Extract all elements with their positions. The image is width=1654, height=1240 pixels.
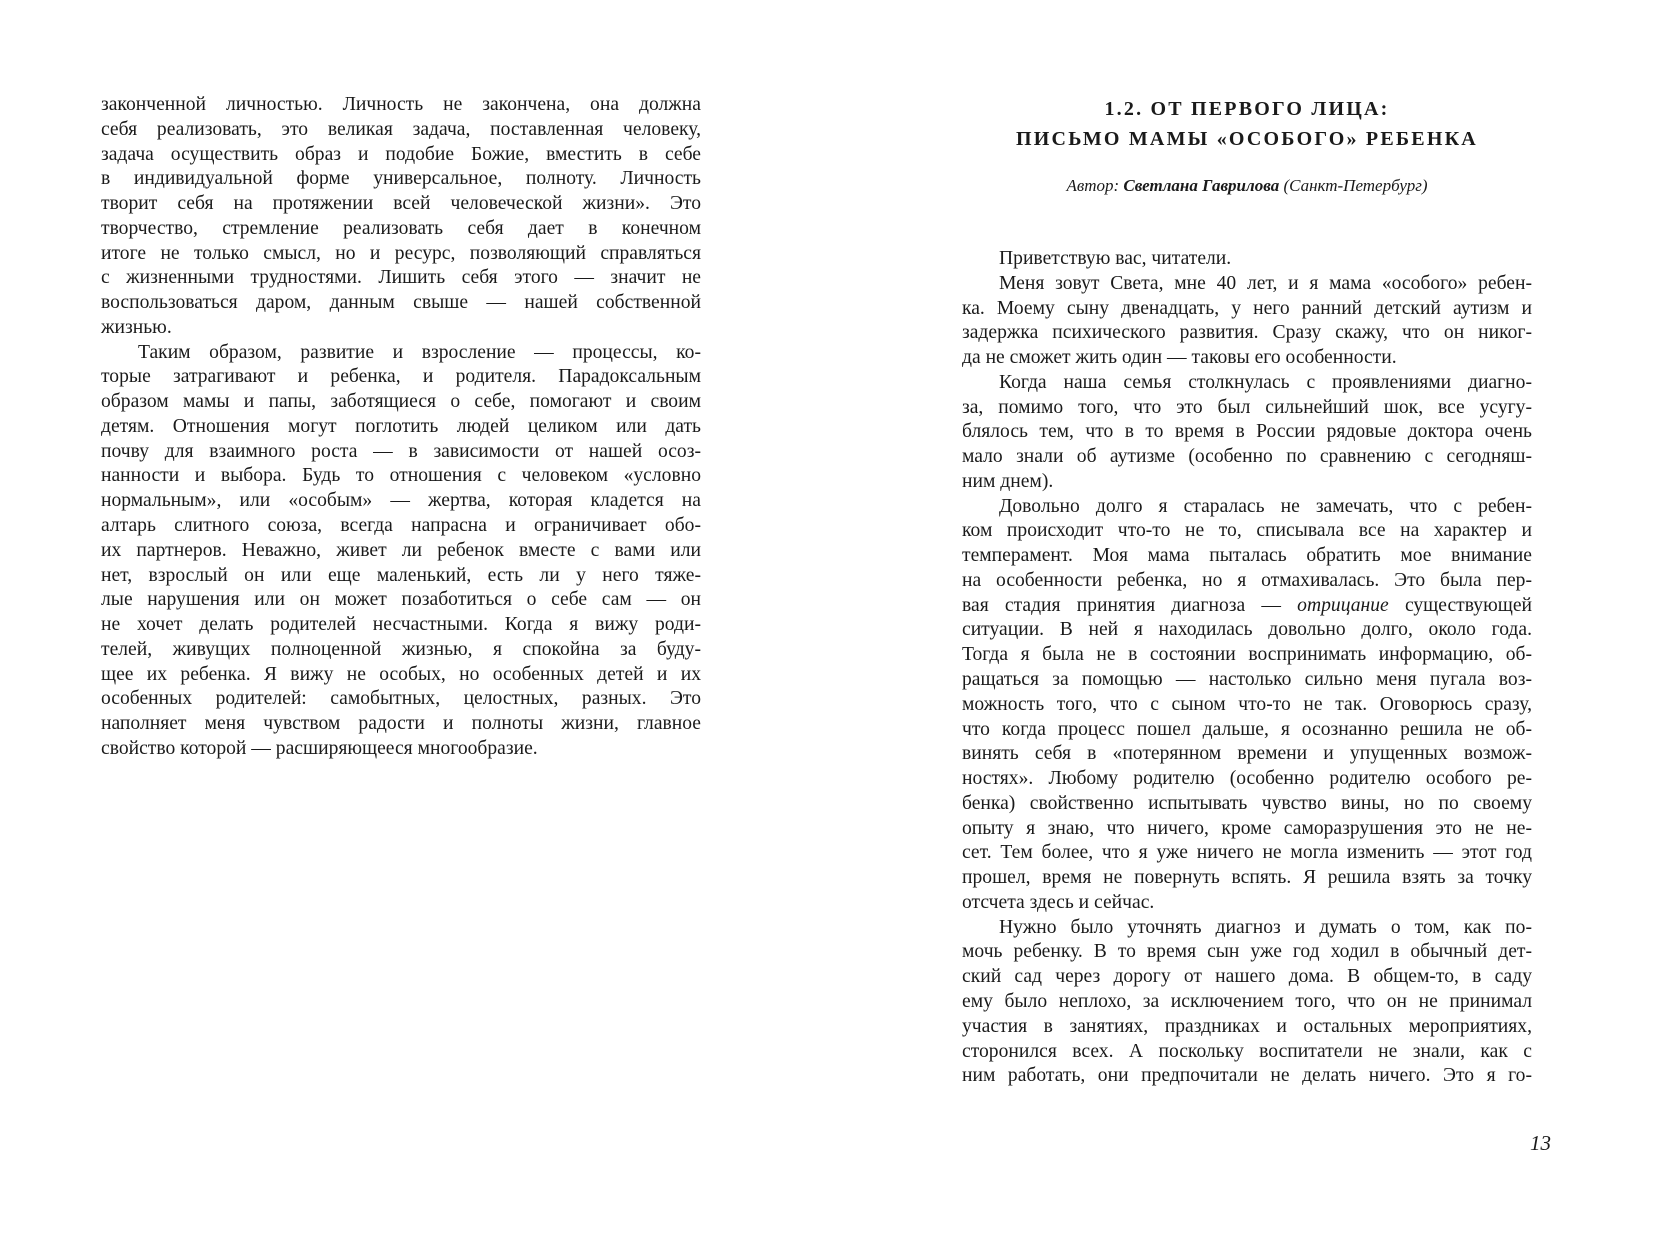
text-line: Довольно долго я старалась не замечать, что с ребен- <box>999 495 1532 517</box>
text-line: их партнеров. Неважно, живет ли ребенок вместе с вами или <box>101 539 701 561</box>
text-line: ситуации. В ней я находилась довольно долго, около года. <box>962 619 1532 641</box>
text-line: почву для взаимного роста — в зависимости от нашей осоз- <box>101 440 701 462</box>
text-line: детям. Отношения могут поглотить людей целиком или дать <box>101 415 701 437</box>
text-line: себя реализовать, это великая задача, поставленная человеку, <box>101 118 701 140</box>
text-line: что когда процесс пошел дальше, я осознанно решила не об- <box>962 718 1532 740</box>
text-line: Когда наша семья столкнулась с проявлениями диагно- <box>999 371 1532 393</box>
text-line: телей, живущих полноценной жизнью, я спокойна за буду- <box>101 638 701 660</box>
text-line: ский сад через дорогу от нашего дома. В общем-то, в саду <box>962 966 1532 988</box>
text-line: итоге не только смысл, но и ресурс, позволяющий справляться <box>101 242 701 264</box>
text-line: воспользоваться даром, данным свыше — нашей собственной <box>101 292 701 314</box>
text-line: задача осуществить образ и подобие Божие, вместить в себе <box>101 143 701 165</box>
text-line: щее их ребенка. Я вижу не особых, но особенных детей и их <box>101 663 701 685</box>
author-city: (Санкт-Петербург) <box>1283 176 1428 195</box>
text-segment: существующей <box>1388 594 1532 616</box>
text-line: жизнью. <box>101 316 172 338</box>
text-line: ним работать, они предпочитали не делать ничего. Это я го- <box>962 1065 1532 1087</box>
text-line: Тогда я была не в состоянии воспринимать информацию, об- <box>962 644 1532 666</box>
text-line: лые нарушения или он может позаботиться о себе сам — он <box>101 589 701 611</box>
paragraph <box>962 495 1532 916</box>
text-line: с жизненными трудностями. Лишить себя этого — значит не <box>101 267 701 289</box>
text-line: сторонился всех. А поскольку воспитатели не знали, как с <box>962 1040 1532 1062</box>
text-line: мало знали об аутизме (особенно по сравнению с сегодняш- <box>962 446 1532 468</box>
text-line: бенка) свойственно испытывать чувство вины, но по своему <box>962 792 1532 814</box>
text-segment: вая стадия принятия диагноза — <box>962 594 1298 616</box>
author-name: Светлана Гаврилова <box>1123 176 1280 195</box>
text-line: опыту я знаю, что ничего, кроме саморазрушения это не не- <box>962 817 1532 839</box>
text-line: ностях». Любому родителю (особенно родителю особого ре- <box>962 768 1532 790</box>
text-line <box>962 594 1532 619</box>
text-line: нет, взрослый он или еще маленький, есть ли у него тяже- <box>101 564 701 586</box>
text-line: нормальным», или «особым» — жертва, которая кладется на <box>101 490 701 512</box>
chapter-heading-line1: 1.2. ОТ ПЕРВОГО ЛИЦА: <box>1104 98 1390 120</box>
text-line: образом мамы и папы, заботящиеся о себе, помогают и своим <box>101 391 701 413</box>
text-line: прошел, время не повернуть вспять. Я решила взять за точку <box>962 867 1532 889</box>
text-line: Нужно было уточнять диагноз и думать о том, как по- <box>999 916 1532 938</box>
paragraph <box>962 247 1532 272</box>
page-number: 13 <box>1530 1131 1551 1155</box>
left-page-text <box>101 93 701 762</box>
chapter-heading-line2: ПИСЬМО МАМЫ «ОСОБОГО» РЕБЕНКА <box>1016 128 1478 150</box>
text-line: блялось тем, что в то время в России рядовые доктора очень <box>962 421 1532 443</box>
text-line: Меня зовут Света, мне 40 лет, и я мама «особого» ребен- <box>999 272 1532 294</box>
text-line: ка. Моему сыну двенадцать, у него ранний детский аутизм и <box>962 297 1532 319</box>
text-line: ращаться за помощью — настолько сильно меня пугала воз- <box>962 669 1532 691</box>
author-line <box>962 176 1532 196</box>
text-line: не хочет делать родителей несчастными. Когда я вижу роди- <box>101 614 701 636</box>
emphasis-text: отрицание <box>1297 594 1389 616</box>
text-line: торые затрагивают и ребенка, и родителя. Парадоксальным <box>101 366 701 388</box>
paragraph <box>101 93 701 341</box>
text-line: алтарь слитного союза, всегда напрасна и ограничивает обо- <box>101 515 701 537</box>
text-line: за, помимо того, что это был сильнейший шок, все усугу- <box>962 396 1532 418</box>
text-line: ним днем). <box>962 470 1054 492</box>
text-line: да не сможет жить один — таковы его особенности. <box>962 347 1397 369</box>
text-line: особенных родителей: самобытных, целостных, разных. Это <box>101 688 701 710</box>
right-page-text <box>962 247 1532 1089</box>
text-line: Таким образом, развитие и взросление — процессы, ко- <box>138 341 701 363</box>
author-label: Автор: <box>1066 176 1120 195</box>
text-line: участия в занятиях, праздниках и остальных мероприятиях, <box>962 1015 1532 1037</box>
paragraph <box>962 272 1532 371</box>
text-line: ком происходит что-то не то, списывала все на характер и <box>962 520 1532 542</box>
text-line: нанности и выбора. Будь то отношения с человеком «условно <box>101 465 701 487</box>
text-line: можность того, что с сыном что-то не так. Оговорюсь сразу, <box>962 693 1532 715</box>
text-line: мочь ребенку. В то время сын уже год ходил в обычный дет- <box>962 941 1532 963</box>
chapter-heading <box>962 94 1532 154</box>
text-line: Приветствую вас, читатели. <box>999 248 1232 269</box>
text-line: отсчета здесь и сейчас. <box>962 891 1155 913</box>
text-line: свойство которой — расширяющееся многообразие. <box>101 737 538 759</box>
text-line: творчество, стремление реализовать себя дает в конечном <box>101 217 701 239</box>
text-line: темперамент. Моя мама пыталась обратить мое внимание <box>962 545 1532 567</box>
text-line: задержка психического развития. Сразу скажу, что он никог- <box>962 322 1532 344</box>
text-line: законченной личностью. Личность не закончена, она должна <box>101 94 701 115</box>
paragraph <box>962 916 1532 1089</box>
text-line: творит себя на протяжении всей человеческой жизни». Это <box>101 193 701 215</box>
text-line: винять себя в «потерянном времени и упущенных возмож- <box>962 743 1532 765</box>
text-line: сет. Тем более, что я уже ничего не могла изменить — этот год <box>962 842 1532 864</box>
text-line: наполняет меня чувством радости и полноты жизни, главное <box>101 713 701 735</box>
paragraph <box>101 341 701 762</box>
text-line: на особенности ребенка, но я отмахивалась. Это была пер- <box>962 569 1532 591</box>
text-line: в индивидуальной форме универсальное, полноту. Личность <box>101 168 701 190</box>
text-line: ему было неплохо, за исключением того, что он не принимал <box>962 990 1532 1012</box>
paragraph <box>962 371 1532 495</box>
